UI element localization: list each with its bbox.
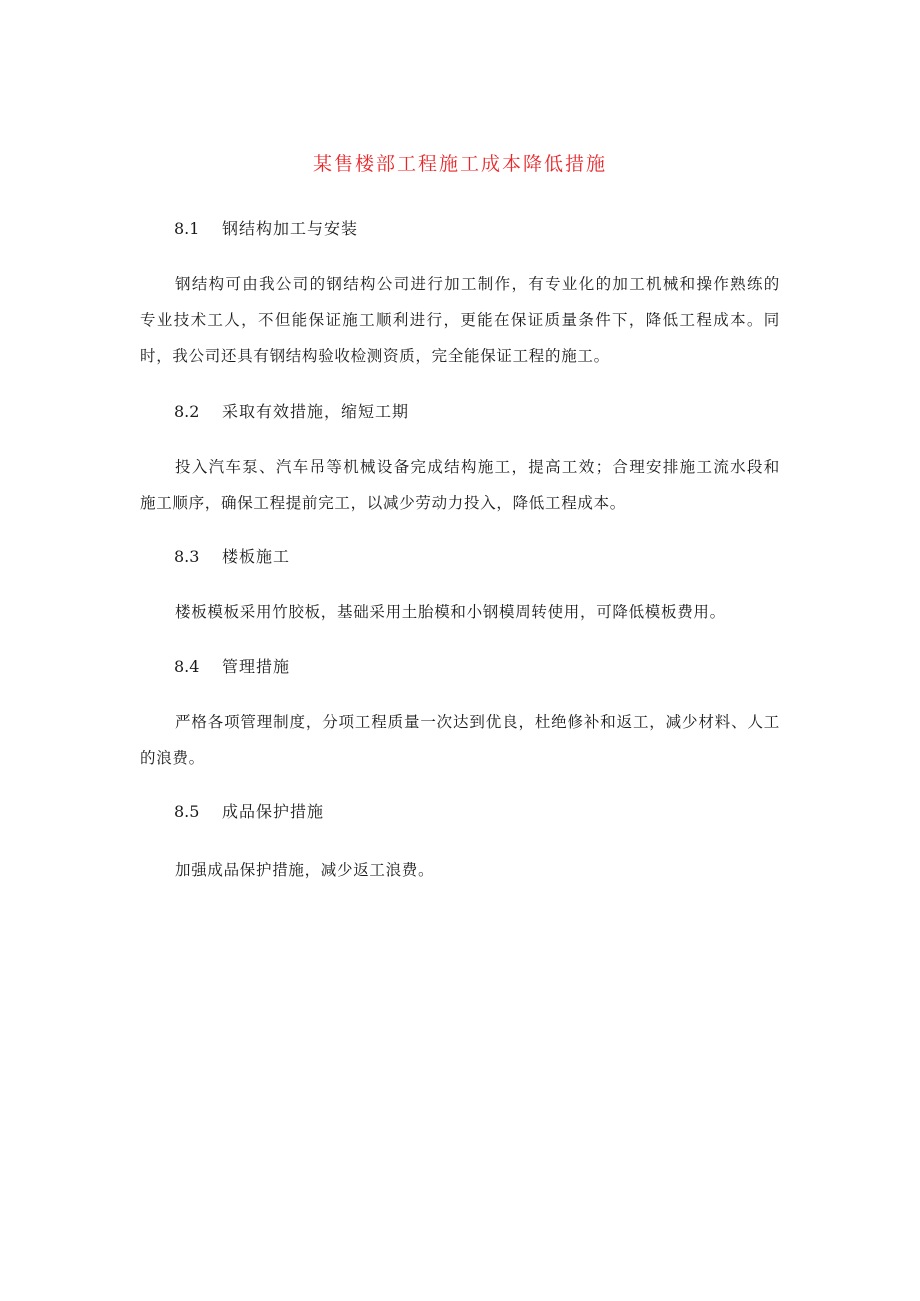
- document-title: 某售楼部工程施工成本降低措施: [312, 153, 607, 175]
- section-title: 成品保护措施: [222, 802, 325, 821]
- section-number: 8.3: [174, 547, 200, 566]
- paragraph-line: 钢结构可由我公司的钢结构公司进行加工制作，有专业化的加工机械和操作熟练的: [175, 275, 780, 293]
- section-number: 8.5: [174, 802, 200, 821]
- section-title: 采取有效措施，缩短工期: [222, 402, 410, 421]
- section-heading-8-2: [174, 400, 409, 424]
- section-paragraph-8-3: [140, 594, 780, 630]
- section-number: 8.2: [174, 402, 200, 421]
- section-paragraph-8-4: [140, 704, 780, 776]
- section-title: 钢结构加工与安装: [222, 219, 359, 238]
- section-paragraph-8-2: [140, 449, 780, 521]
- paragraph-line: 施工顺序，确保工程提前完工，以减少劳动力投入，降低工程成本。: [140, 494, 627, 512]
- section-title: 管理措施: [222, 657, 291, 676]
- section-number: 8.1: [174, 219, 200, 238]
- paragraph-line: 加强成品保护措施，减少返工浪费。: [175, 861, 435, 879]
- paragraph-line: 严格各项管理制度，分项工程质量一次达到优良，杜绝修补和返工，减少材料、人工: [175, 713, 780, 731]
- section-number: 8.4: [174, 657, 200, 676]
- section-paragraph-8-5: [140, 852, 780, 888]
- paragraph-line: 楼板模板采用竹胶板，基础采用土胎模和小钢模周转使用，可降低模板费用。: [175, 603, 726, 621]
- section-heading-8-3: [174, 545, 290, 569]
- section-heading-8-1: [174, 217, 358, 241]
- paragraph-line: 的浪费。: [140, 749, 205, 767]
- section-heading-8-4: [174, 655, 290, 679]
- section-paragraph-8-1: [140, 266, 780, 374]
- section-title: 楼板施工: [222, 547, 291, 566]
- paragraph-line: 投入汽车泵、汽车吊等机械设备完成结构施工，提高工效；合理安排施工流水段和: [175, 458, 780, 476]
- paragraph-line: 专业技术工人，不但能保证施工顺利进行，更能在保证质量条件下，降低工程成本。同: [140, 311, 780, 329]
- paragraph-line: 时，我公司还具有钢结构验收检测资质，完全能保证工程的施工。: [140, 347, 610, 365]
- section-heading-8-5: [174, 800, 324, 824]
